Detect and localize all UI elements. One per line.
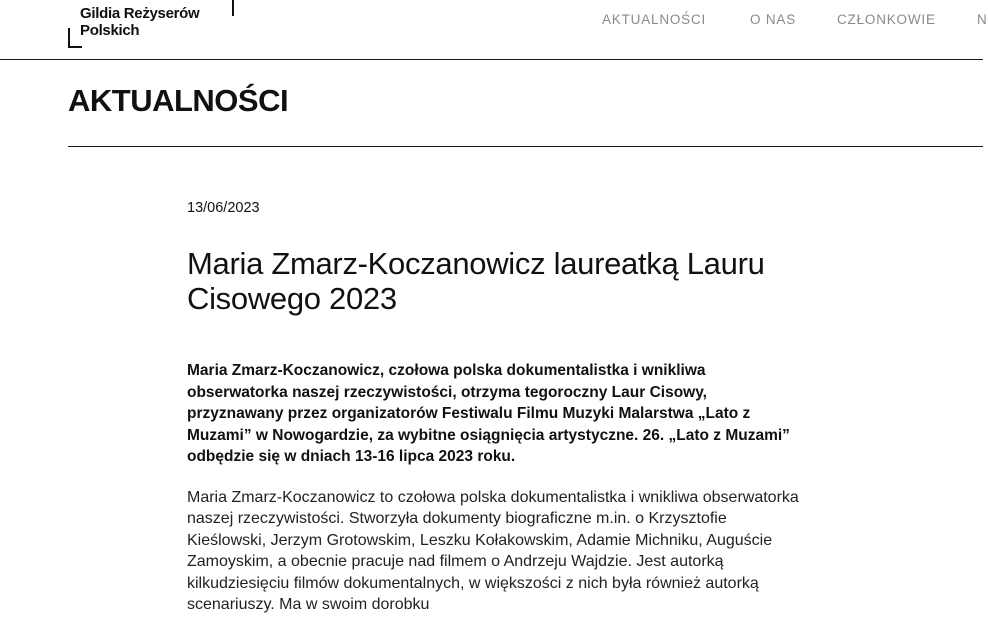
article-lead: Maria Zmarz-Koczanowicz, czołowa polska dokumentalistka i wnikliwa obserwatorka naszej rzeczywistości, otrzyma tegoroczny Laur Cisowy, przyznawany przez organizatorów Festiwalu Filmu Muzyki Malarstwa „Lato z Muzami” w Nowogardzie, za wybitne osiągnięcia artystyczne. 26. „Lato z Muzami” odbędzie się w dniach 13-16 lipca 2023 roku. (187, 362, 790, 465)
nav-item-o-nas[interactable]: O NAS (750, 12, 797, 27)
logo-bracket-left (68, 28, 70, 48)
logo-bracket-bottom (68, 46, 82, 48)
site-header (0, 0, 988, 60)
logo-line-2: Polskich (80, 22, 140, 39)
article-date: 13/06/2023 (187, 200, 260, 216)
nav-item-truncated[interactable]: N (977, 12, 988, 27)
article-title: Maria Zmarz-Koczanowicz laureatką Lauru Cisowego 2023 (187, 246, 765, 316)
article-body: Maria Zmarz-Koczanowicz to czołowa polska dokumentalistka i wnikliwa obserwatorka naszej rzeczywistości. Stworzyła dokumenty biograficzne m.in. o Krzysztofie Kieślowski, Jerzym Grotowskim, Leszku Kołakowskim, Adamie Michniku, Auguście Zamoyskim, a obecnie pracuje nad filmem o Andrzeju Wajdzie. Jest autorką kilkudziesięciu filmów dokumentalnych, w większości z nich była również autorką scenariuszy. Ma w swoim dorobku (187, 488, 799, 613)
logo-text (80, 5, 199, 39)
logo-line-1: Gildia Reżyserów (80, 5, 200, 22)
site-logo[interactable] (68, 0, 238, 50)
section-title: AKTUALNOŚCI (68, 83, 289, 118)
nav-item-aktualnosci[interactable]: AKTUALNOŚCI (602, 12, 707, 27)
logo-bracket-right (232, 0, 234, 16)
section-divider (68, 146, 983, 147)
nav-item-czlonkowie[interactable]: CZŁONKOWIE (837, 12, 936, 27)
article (187, 198, 807, 616)
